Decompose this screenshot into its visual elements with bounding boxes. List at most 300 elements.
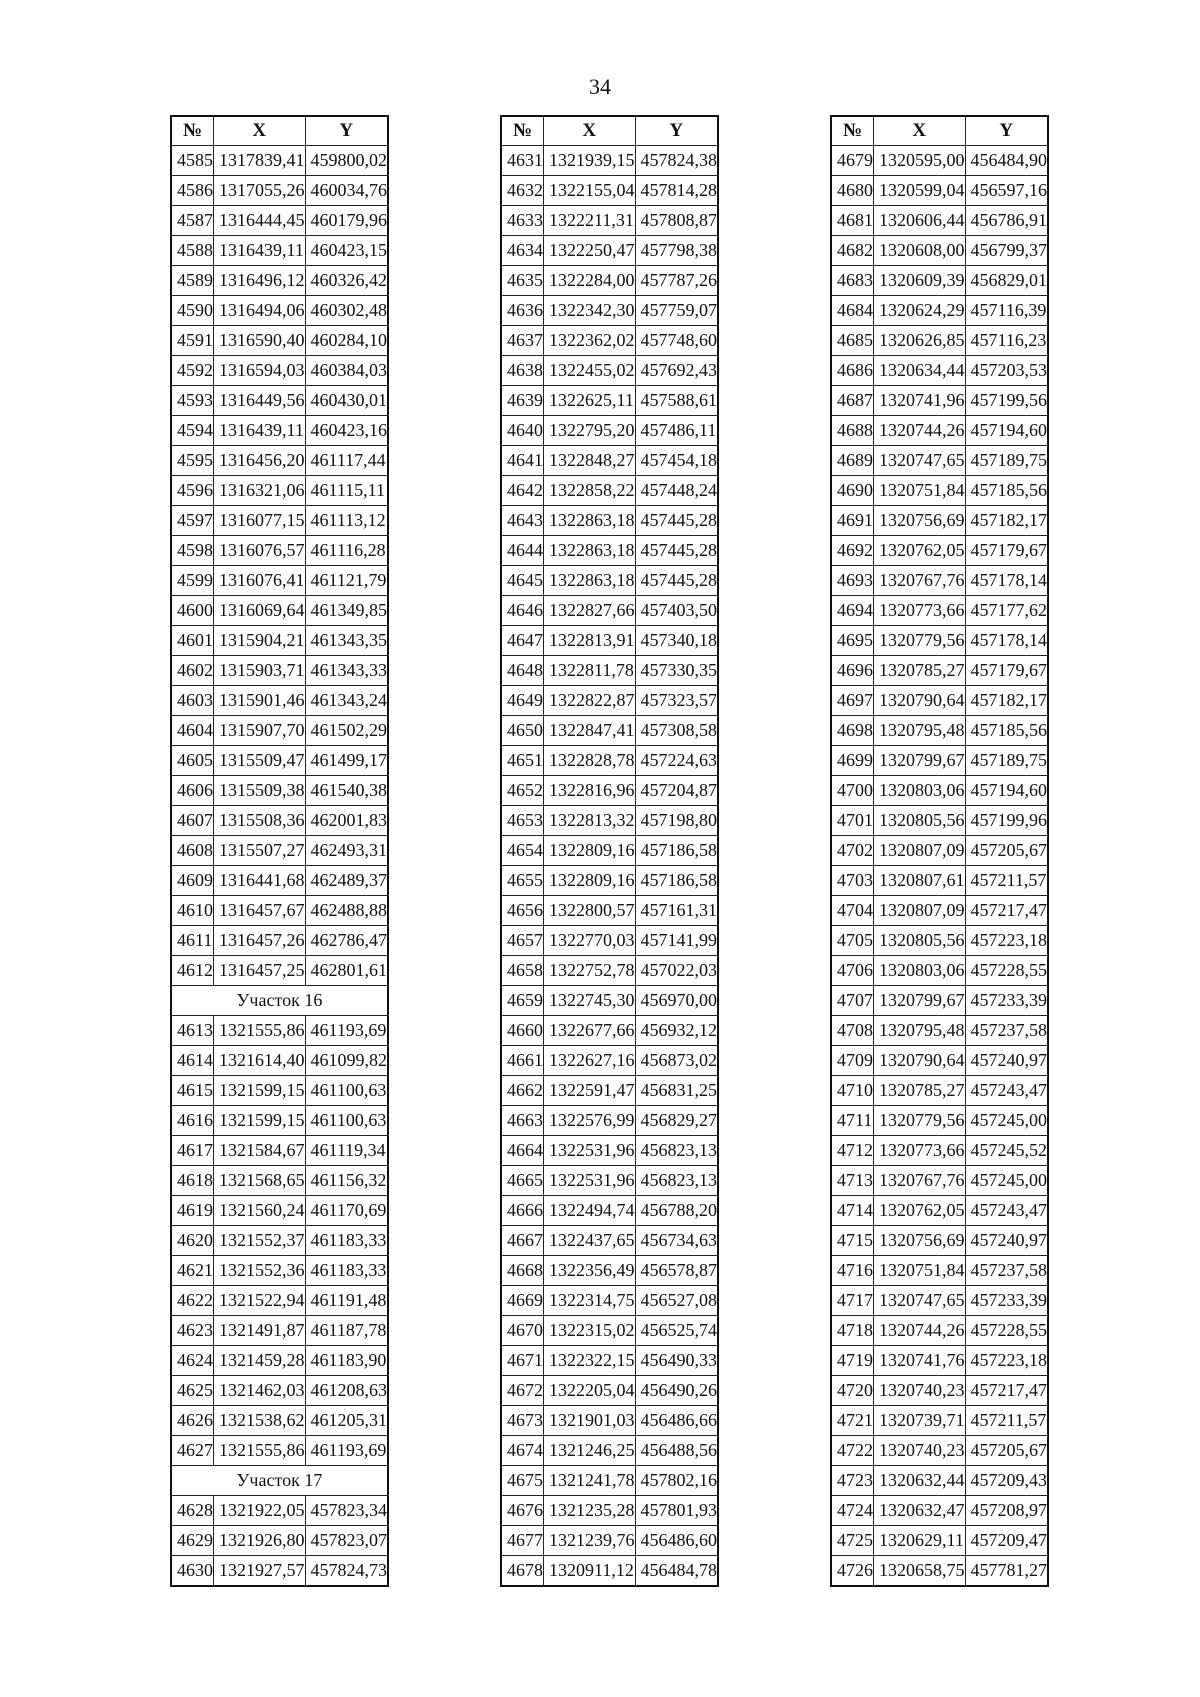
x-coordinate-cell: 1321927,57 (214, 1556, 306, 1587)
table-row (171, 956, 388, 986)
y-coordinate-cell: 456873,02 (635, 1046, 718, 1076)
table-row (501, 536, 718, 566)
x-coordinate-cell: 1322811,78 (544, 656, 636, 686)
x-coordinate-cell: 1322315,02 (544, 1316, 636, 1346)
point-number-cell: 4615 (171, 1076, 214, 1106)
y-coordinate-cell: 456578,87 (635, 1256, 718, 1286)
x-coordinate-cell: 1320805,56 (874, 806, 966, 836)
point-number-cell: 4639 (501, 386, 544, 416)
y-coordinate-cell: 457243,47 (965, 1196, 1048, 1226)
y-coordinate-cell: 457445,28 (635, 536, 718, 566)
table-row (171, 716, 388, 746)
x-coordinate-cell: 1320741,76 (874, 1346, 966, 1376)
table-row (501, 236, 718, 266)
table-row (831, 206, 1048, 236)
y-coordinate-cell: 456970,00 (635, 986, 718, 1016)
table-row (501, 1286, 718, 1316)
table-row (171, 686, 388, 716)
x-coordinate-cell: 1322848,27 (544, 446, 636, 476)
table-header-row (831, 116, 1048, 146)
x-coordinate-cell: 1316449,56 (214, 386, 306, 416)
point-number-cell: 4605 (171, 746, 214, 776)
table-row (831, 566, 1048, 596)
point-number-cell: 4661 (501, 1046, 544, 1076)
y-coordinate-cell: 457209,43 (965, 1466, 1048, 1496)
y-coordinate-cell: 457185,56 (965, 716, 1048, 746)
point-number-cell: 4714 (831, 1196, 874, 1226)
table-row (831, 1346, 1048, 1376)
x-coordinate-cell: 1321599,15 (214, 1106, 306, 1136)
x-coordinate-cell: 1320756,69 (874, 1226, 966, 1256)
table-row (831, 1166, 1048, 1196)
y-coordinate-cell: 462786,47 (305, 926, 388, 956)
x-coordinate-cell: 1322437,65 (544, 1226, 636, 1256)
x-coordinate-cell: 1322591,47 (544, 1076, 636, 1106)
x-coordinate-cell: 1320790,64 (874, 686, 966, 716)
table-row (831, 296, 1048, 326)
x-coordinate-cell: 1321584,67 (214, 1136, 306, 1166)
y-coordinate-cell: 457340,18 (635, 626, 718, 656)
x-coordinate-cell: 1316457,26 (214, 926, 306, 956)
x-coordinate-cell: 1316496,12 (214, 266, 306, 296)
column-header-x: X (214, 116, 306, 146)
table-row (831, 1526, 1048, 1556)
y-coordinate-cell: 457240,97 (965, 1046, 1048, 1076)
y-coordinate-cell: 457224,63 (635, 746, 718, 776)
y-coordinate-cell: 457022,03 (635, 956, 718, 986)
y-coordinate-cell: 457228,55 (965, 956, 1048, 986)
table-row (831, 1466, 1048, 1496)
table-row (171, 446, 388, 476)
y-coordinate-cell: 461502,29 (305, 716, 388, 746)
y-coordinate-cell: 457486,11 (635, 416, 718, 446)
y-coordinate-cell: 457245,00 (965, 1166, 1048, 1196)
point-number-cell: 4682 (831, 236, 874, 266)
y-coordinate-cell: 457237,58 (965, 1256, 1048, 1286)
point-number-cell: 4717 (831, 1286, 874, 1316)
x-coordinate-cell: 1320773,66 (874, 1136, 966, 1166)
x-coordinate-cell: 1322863,18 (544, 566, 636, 596)
x-coordinate-cell: 1320608,00 (874, 236, 966, 266)
x-coordinate-cell: 1321538,62 (214, 1406, 306, 1436)
x-coordinate-cell: 1322576,99 (544, 1106, 636, 1136)
x-coordinate-cell: 1315901,46 (214, 686, 306, 716)
y-coordinate-cell: 457189,75 (965, 446, 1048, 476)
x-coordinate-cell: 1316441,68 (214, 866, 306, 896)
table-row (831, 1496, 1048, 1526)
column-header-y: Y (965, 116, 1048, 146)
y-coordinate-cell: 462493,31 (305, 836, 388, 866)
point-number-cell: 4628 (171, 1496, 214, 1526)
point-number-cell: 4623 (171, 1316, 214, 1346)
point-number-cell: 4698 (831, 716, 874, 746)
table-row (831, 776, 1048, 806)
point-number-cell: 4650 (501, 716, 544, 746)
y-coordinate-cell: 457445,28 (635, 506, 718, 536)
point-number-cell: 4629 (171, 1526, 214, 1556)
x-coordinate-cell: 1321555,86 (214, 1016, 306, 1046)
table-row (501, 566, 718, 596)
y-coordinate-cell: 457692,43 (635, 356, 718, 386)
table-row (501, 1466, 718, 1496)
x-coordinate-cell: 1321555,86 (214, 1436, 306, 1466)
table-row (501, 1436, 718, 1466)
x-coordinate-cell: 1320624,29 (874, 296, 966, 326)
point-number-cell: 4709 (831, 1046, 874, 1076)
x-coordinate-cell: 1321235,28 (544, 1496, 636, 1526)
section-label: Участок 17 (171, 1466, 388, 1496)
point-number-cell: 4716 (831, 1256, 874, 1286)
point-number-cell: 4632 (501, 176, 544, 206)
table-row (501, 596, 718, 626)
table-row (831, 626, 1048, 656)
point-number-cell: 4596 (171, 476, 214, 506)
x-coordinate-cell: 1316076,41 (214, 566, 306, 596)
x-coordinate-cell: 1315903,71 (214, 656, 306, 686)
point-number-cell: 4673 (501, 1406, 544, 1436)
point-number-cell: 4693 (831, 566, 874, 596)
section-label: Участок 16 (171, 986, 388, 1016)
table-row (501, 1166, 718, 1196)
y-coordinate-cell: 457177,62 (965, 596, 1048, 626)
y-coordinate-cell: 457240,97 (965, 1226, 1048, 1256)
x-coordinate-cell: 1322342,30 (544, 296, 636, 326)
table-row (171, 1436, 388, 1466)
x-coordinate-cell: 1320762,05 (874, 1196, 966, 1226)
table-row (501, 896, 718, 926)
point-number-cell: 4694 (831, 596, 874, 626)
x-coordinate-cell: 1321926,80 (214, 1526, 306, 1556)
table-row (501, 416, 718, 446)
table-row (171, 656, 388, 686)
table-row (171, 1376, 388, 1406)
point-number-cell: 4724 (831, 1496, 874, 1526)
y-coordinate-cell: 457161,31 (635, 896, 718, 926)
table-row (171, 476, 388, 506)
table-row (171, 626, 388, 656)
y-coordinate-cell: 461119,34 (305, 1136, 388, 1166)
table-row (501, 926, 718, 956)
point-number-cell: 4626 (171, 1406, 214, 1436)
x-coordinate-cell: 1320785,27 (874, 656, 966, 686)
x-coordinate-cell: 1322155,04 (544, 176, 636, 206)
y-coordinate-cell: 456490,26 (635, 1376, 718, 1406)
y-coordinate-cell: 456786,91 (965, 206, 1048, 236)
point-number-cell: 4618 (171, 1166, 214, 1196)
point-number-cell: 4590 (171, 296, 214, 326)
x-coordinate-cell: 1322531,96 (544, 1136, 636, 1166)
x-coordinate-cell: 1322531,96 (544, 1166, 636, 1196)
point-number-cell: 4725 (831, 1526, 874, 1556)
x-coordinate-cell: 1316076,57 (214, 536, 306, 566)
x-coordinate-cell: 1321246,25 (544, 1436, 636, 1466)
table-row (501, 1076, 718, 1106)
x-coordinate-cell: 1322800,57 (544, 896, 636, 926)
y-coordinate-cell: 460423,15 (305, 236, 388, 266)
x-coordinate-cell: 1316069,64 (214, 596, 306, 626)
point-number-cell: 4692 (831, 536, 874, 566)
y-coordinate-cell: 457801,93 (635, 1496, 718, 1526)
table-row (831, 1316, 1048, 1346)
table-row (831, 836, 1048, 866)
point-number-cell: 4604 (171, 716, 214, 746)
table-row (171, 1496, 388, 1526)
y-coordinate-cell: 462488,88 (305, 896, 388, 926)
section-row (171, 1466, 388, 1496)
y-coordinate-cell: 456788,20 (635, 1196, 718, 1226)
y-coordinate-cell: 457199,56 (965, 386, 1048, 416)
table-row (501, 1226, 718, 1256)
x-coordinate-cell: 1316439,11 (214, 236, 306, 266)
column-header-x: X (544, 116, 636, 146)
x-coordinate-cell: 1322356,49 (544, 1256, 636, 1286)
table-row (501, 1256, 718, 1286)
column-header-no: № (501, 116, 544, 146)
table-row (831, 1076, 1048, 1106)
table-row (171, 1406, 388, 1436)
x-coordinate-cell: 1320595,00 (874, 146, 966, 176)
table-row (171, 146, 388, 176)
x-coordinate-cell: 1321901,03 (544, 1406, 636, 1436)
table-row (501, 326, 718, 356)
point-number-cell: 4718 (831, 1316, 874, 1346)
point-number-cell: 4636 (501, 296, 544, 326)
table-row (831, 266, 1048, 296)
point-number-cell: 4712 (831, 1136, 874, 1166)
table-row (831, 386, 1048, 416)
table-row (831, 446, 1048, 476)
coordinate-table-3 (830, 115, 1049, 1587)
table-row (171, 1106, 388, 1136)
x-coordinate-cell: 1320740,23 (874, 1376, 966, 1406)
column-header-y: Y (305, 116, 388, 146)
y-coordinate-cell: 456829,27 (635, 1106, 718, 1136)
point-number-cell: 4585 (171, 146, 214, 176)
table-row (501, 206, 718, 236)
y-coordinate-cell: 457211,57 (965, 866, 1048, 896)
y-coordinate-cell: 456486,66 (635, 1406, 718, 1436)
table-row (831, 236, 1048, 266)
y-coordinate-cell: 460430,01 (305, 386, 388, 416)
table-row (831, 716, 1048, 746)
table-row (171, 506, 388, 536)
x-coordinate-cell: 1321522,94 (214, 1286, 306, 1316)
table-row (501, 1046, 718, 1076)
table-row (501, 1196, 718, 1226)
table-row (171, 1196, 388, 1226)
x-coordinate-cell: 1321599,15 (214, 1076, 306, 1106)
point-number-cell: 4715 (831, 1226, 874, 1256)
x-coordinate-cell: 1320739,71 (874, 1406, 966, 1436)
point-number-cell: 4617 (171, 1136, 214, 1166)
x-coordinate-cell: 1320747,65 (874, 1286, 966, 1316)
x-coordinate-cell: 1322284,00 (544, 266, 636, 296)
point-number-cell: 4588 (171, 236, 214, 266)
point-number-cell: 4686 (831, 356, 874, 386)
table-row (171, 1556, 388, 1587)
point-number-cell: 4598 (171, 536, 214, 566)
column-header-no: № (171, 116, 214, 146)
point-number-cell: 4599 (171, 566, 214, 596)
table-row (831, 746, 1048, 776)
y-coordinate-cell: 457182,17 (965, 506, 1048, 536)
table-row (171, 926, 388, 956)
point-number-cell: 4670 (501, 1316, 544, 1346)
point-number-cell: 4658 (501, 956, 544, 986)
table-row (501, 776, 718, 806)
x-coordinate-cell: 1320807,09 (874, 836, 966, 866)
table-row (831, 926, 1048, 956)
table-row (171, 1166, 388, 1196)
point-number-cell: 4630 (171, 1556, 214, 1587)
x-coordinate-cell: 1320756,69 (874, 506, 966, 536)
point-number-cell: 4607 (171, 806, 214, 836)
x-coordinate-cell: 1322211,31 (544, 206, 636, 236)
table-row (501, 1316, 718, 1346)
y-coordinate-cell: 457245,00 (965, 1106, 1048, 1136)
y-coordinate-cell: 457323,57 (635, 686, 718, 716)
table-row (831, 866, 1048, 896)
point-number-cell: 4662 (501, 1076, 544, 1106)
x-coordinate-cell: 1316456,20 (214, 446, 306, 476)
point-number-cell: 4586 (171, 176, 214, 206)
table-row (171, 356, 388, 386)
x-coordinate-cell: 1316439,11 (214, 416, 306, 446)
y-coordinate-cell: 461183,33 (305, 1226, 388, 1256)
y-coordinate-cell: 457233,39 (965, 1286, 1048, 1316)
column-header-x: X (874, 116, 966, 146)
table-row (831, 596, 1048, 626)
x-coordinate-cell: 1320790,64 (874, 1046, 966, 1076)
column-header-y: Y (635, 116, 718, 146)
point-number-cell: 4668 (501, 1256, 544, 1286)
point-number-cell: 4627 (171, 1436, 214, 1466)
table-row (171, 536, 388, 566)
x-coordinate-cell: 1320741,96 (874, 386, 966, 416)
coordinate-table-1 (170, 115, 389, 1587)
point-number-cell: 4675 (501, 1466, 544, 1496)
section-row (171, 986, 388, 1016)
x-coordinate-cell: 1321552,37 (214, 1226, 306, 1256)
x-coordinate-cell: 1321939,15 (544, 146, 636, 176)
point-number-cell: 4719 (831, 1346, 874, 1376)
point-number-cell: 4705 (831, 926, 874, 956)
y-coordinate-cell: 457194,60 (965, 776, 1048, 806)
point-number-cell: 4707 (831, 986, 874, 1016)
x-coordinate-cell: 1322625,11 (544, 386, 636, 416)
point-number-cell: 4671 (501, 1346, 544, 1376)
x-coordinate-cell: 1320634,44 (874, 356, 966, 386)
point-number-cell: 4665 (501, 1166, 544, 1196)
x-coordinate-cell: 1320807,09 (874, 896, 966, 926)
y-coordinate-cell: 457223,18 (965, 1346, 1048, 1376)
table-row (831, 476, 1048, 506)
y-coordinate-cell: 457814,28 (635, 176, 718, 206)
point-number-cell: 4606 (171, 776, 214, 806)
x-coordinate-cell: 1320747,65 (874, 446, 966, 476)
table-row (831, 1376, 1048, 1406)
table-row (501, 1526, 718, 1556)
y-coordinate-cell: 457798,38 (635, 236, 718, 266)
y-coordinate-cell: 457748,60 (635, 326, 718, 356)
y-coordinate-cell: 459800,02 (305, 146, 388, 176)
x-coordinate-cell: 1320606,44 (874, 206, 966, 236)
x-coordinate-cell: 1321239,76 (544, 1526, 636, 1556)
table-row (501, 386, 718, 416)
point-number-cell: 4643 (501, 506, 544, 536)
x-coordinate-cell: 1322494,74 (544, 1196, 636, 1226)
x-coordinate-cell: 1320609,39 (874, 266, 966, 296)
point-number-cell: 4652 (501, 776, 544, 806)
y-coordinate-cell: 456597,16 (965, 176, 1048, 206)
x-coordinate-cell: 1321568,65 (214, 1166, 306, 1196)
table-row (171, 236, 388, 266)
x-coordinate-cell: 1316444,45 (214, 206, 306, 236)
y-coordinate-cell: 457208,97 (965, 1496, 1048, 1526)
y-coordinate-cell: 457824,73 (305, 1556, 388, 1587)
x-coordinate-cell: 1316494,06 (214, 296, 306, 326)
point-number-cell: 4637 (501, 326, 544, 356)
x-coordinate-cell: 1321552,36 (214, 1256, 306, 1286)
table-row (171, 596, 388, 626)
table-row (501, 626, 718, 656)
x-coordinate-cell: 1320751,84 (874, 476, 966, 506)
table-row (171, 1016, 388, 1046)
y-coordinate-cell: 457205,67 (965, 1436, 1048, 1466)
y-coordinate-cell: 461113,12 (305, 506, 388, 536)
y-coordinate-cell: 461187,78 (305, 1316, 388, 1346)
y-coordinate-cell: 457223,18 (965, 926, 1048, 956)
table-row (171, 1076, 388, 1106)
table-row (831, 1556, 1048, 1587)
x-coordinate-cell: 1321560,24 (214, 1196, 306, 1226)
y-coordinate-cell: 457178,14 (965, 566, 1048, 596)
y-coordinate-cell: 457116,39 (965, 296, 1048, 326)
point-number-cell: 4648 (501, 656, 544, 686)
point-number-cell: 4664 (501, 1136, 544, 1166)
x-coordinate-cell: 1317839,41 (214, 146, 306, 176)
table-row (831, 1286, 1048, 1316)
y-coordinate-cell: 457824,38 (635, 146, 718, 176)
x-coordinate-cell: 1321459,28 (214, 1346, 306, 1376)
table-row (831, 1256, 1048, 1286)
point-number-cell: 4624 (171, 1346, 214, 1376)
point-number-cell: 4684 (831, 296, 874, 326)
y-coordinate-cell: 461170,69 (305, 1196, 388, 1226)
x-coordinate-cell: 1320773,66 (874, 596, 966, 626)
x-coordinate-cell: 1322205,04 (544, 1376, 636, 1406)
x-coordinate-cell: 1322847,41 (544, 716, 636, 746)
point-number-cell: 4697 (831, 686, 874, 716)
x-coordinate-cell: 1320803,06 (874, 776, 966, 806)
x-coordinate-cell: 1316077,15 (214, 506, 306, 536)
table-row (171, 896, 388, 926)
x-coordinate-cell: 1322813,91 (544, 626, 636, 656)
table-row (831, 986, 1048, 1016)
point-number-cell: 4726 (831, 1556, 874, 1587)
y-coordinate-cell: 456525,74 (635, 1316, 718, 1346)
table-row (501, 1496, 718, 1526)
y-coordinate-cell: 457189,75 (965, 746, 1048, 776)
y-coordinate-cell: 461349,85 (305, 596, 388, 626)
table-row (171, 566, 388, 596)
x-coordinate-cell: 1320744,26 (874, 416, 966, 446)
point-number-cell: 4638 (501, 356, 544, 386)
point-number-cell: 4642 (501, 476, 544, 506)
point-number-cell: 4634 (501, 236, 544, 266)
point-number-cell: 4710 (831, 1076, 874, 1106)
y-coordinate-cell: 456734,63 (635, 1226, 718, 1256)
